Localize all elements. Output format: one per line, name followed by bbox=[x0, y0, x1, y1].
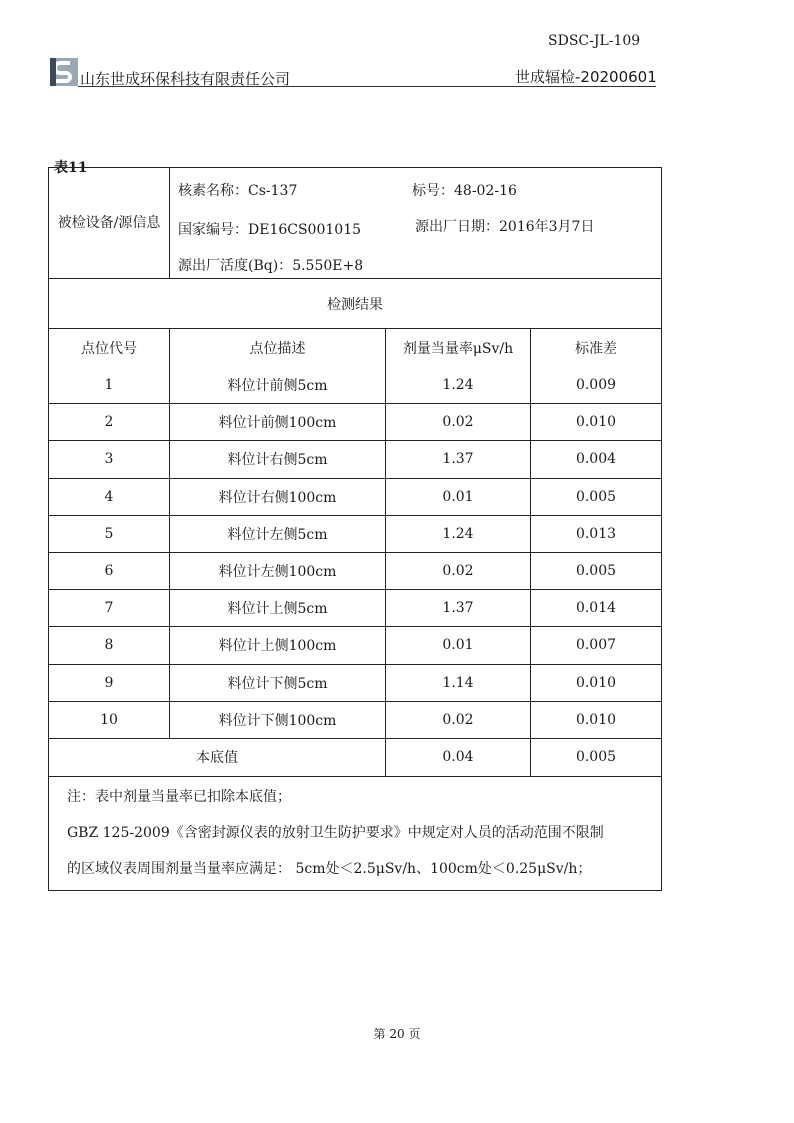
header-rule bbox=[78, 86, 656, 87]
source-info-body bbox=[169, 168, 661, 278]
point-id-cell: 2 bbox=[104, 414, 114, 431]
dose-rate-cell: 1.37 bbox=[385, 441, 530, 477]
point-id-cell: 8 bbox=[104, 637, 114, 654]
header-point-id: 点位代号 bbox=[81, 340, 137, 357]
data-rows bbox=[49, 366, 661, 738]
point-desc-cell: 料位计下侧5cm bbox=[169, 665, 385, 701]
point-desc-cell: 料位计前侧100cm bbox=[169, 404, 385, 440]
background-row bbox=[49, 738, 661, 776]
dose-rate-cell: 0.01 bbox=[385, 627, 530, 663]
national-number-field: 国家编号：DE16CS001015 bbox=[178, 222, 362, 238]
std-dev-cell: 0.013 bbox=[530, 516, 661, 552]
point-desc-cell: 料位计上侧100cm bbox=[169, 627, 385, 663]
point-id-cell: 9 bbox=[104, 674, 114, 691]
nuclide-field: 核素名称：Cs-137 bbox=[178, 183, 298, 199]
table-row bbox=[49, 589, 661, 626]
company-name: 山东世成环保科技有限责任公司 bbox=[80, 70, 291, 88]
point-id-cell: 4 bbox=[104, 488, 114, 505]
point-id-cell: 5 bbox=[104, 525, 114, 542]
point-id-cell: 7 bbox=[104, 600, 114, 617]
background-sd: 0.005 bbox=[530, 739, 661, 776]
point-desc-cell: 料位计左侧5cm bbox=[169, 516, 385, 552]
activity-field: 源出厂活度(Bq)：5.550E+8 bbox=[178, 258, 364, 274]
dose-rate-cell: 0.02 bbox=[385, 553, 530, 589]
point-desc-cell: 料位计前侧5cm bbox=[169, 366, 385, 403]
note-line-3: 的区域仪表周围剂量当量率应满足： 5cm处＜2.5μSv/h、100cm处＜0.25μSv/h； bbox=[67, 861, 592, 878]
company-logo bbox=[50, 58, 78, 86]
table-row bbox=[49, 515, 661, 552]
dose-rate-cell: 0.02 bbox=[385, 702, 530, 738]
std-dev-cell: 0.004 bbox=[530, 441, 661, 477]
point-desc-cell: 料位计右侧100cm bbox=[169, 479, 385, 515]
table-row bbox=[49, 701, 661, 738]
point-id-cell: 10 bbox=[100, 711, 118, 728]
std-dev-cell: 0.007 bbox=[530, 627, 661, 663]
results-title: 检测结果 bbox=[327, 296, 383, 313]
dose-rate-cell: 1.24 bbox=[385, 366, 530, 403]
source-info-row bbox=[49, 168, 661, 278]
std-dev-cell: 0.010 bbox=[530, 665, 661, 701]
point-id-cell: 3 bbox=[104, 451, 114, 468]
std-dev-cell: 0.005 bbox=[530, 479, 661, 515]
header-dose-rate: 剂量当量率μSv/h bbox=[385, 329, 530, 366]
document-code: SDSC-JL-109 bbox=[548, 33, 641, 49]
header-std-dev: 标准差 bbox=[530, 329, 661, 366]
factory-date-field: 源出厂日期：2016年3月7日 bbox=[415, 219, 595, 235]
note-line-1: 注：表中剂量当量率已扣除本底值； bbox=[67, 789, 291, 806]
table-row bbox=[49, 478, 661, 515]
point-desc-cell: 料位计上侧5cm bbox=[169, 590, 385, 626]
std-dev-cell: 0.010 bbox=[530, 702, 661, 738]
table-row bbox=[49, 440, 661, 477]
point-id-cell: 1 bbox=[104, 376, 114, 393]
point-desc-cell: 料位计左侧100cm bbox=[169, 553, 385, 589]
report-number: 世成辐检-20200601 bbox=[515, 68, 657, 86]
background-label: 本底值 bbox=[196, 750, 238, 767]
results-table bbox=[48, 167, 662, 891]
std-dev-cell: 0.009 bbox=[530, 366, 661, 403]
table-row bbox=[49, 403, 661, 440]
std-dev-cell: 0.010 bbox=[530, 404, 661, 440]
serial-field: 标号：48-02-16 bbox=[412, 183, 517, 199]
point-id-cell: 6 bbox=[104, 563, 114, 580]
dose-rate-cell: 1.24 bbox=[385, 516, 530, 552]
header-point-desc: 点位描述 bbox=[169, 329, 385, 366]
dose-rate-cell: 0.02 bbox=[385, 404, 530, 440]
table-row bbox=[49, 664, 661, 701]
point-desc-cell: 料位计右侧5cm bbox=[169, 441, 385, 477]
page-number: 第 20 页 bbox=[373, 1027, 421, 1041]
note-line-2: GBZ 125-2009《含密封源仪表的放射卫生防护要求》中规定对人员的活动范围不限制 bbox=[67, 825, 604, 842]
notes-block bbox=[49, 776, 661, 890]
std-dev-cell: 0.014 bbox=[530, 590, 661, 626]
dose-rate-cell: 1.14 bbox=[385, 665, 530, 701]
table-row bbox=[49, 366, 661, 403]
background-rate: 0.04 bbox=[385, 739, 530, 776]
table-label: 表11 bbox=[54, 160, 88, 176]
dose-rate-cell: 1.37 bbox=[385, 590, 530, 626]
table-row bbox=[49, 552, 661, 589]
source-info-label: 被检设备/源信息 bbox=[57, 215, 161, 231]
header-row bbox=[49, 328, 661, 366]
results-title-row bbox=[49, 278, 661, 328]
point-desc-cell: 料位计下侧100cm bbox=[169, 702, 385, 738]
dose-rate-cell: 0.01 bbox=[385, 479, 530, 515]
std-dev-cell: 0.005 bbox=[530, 553, 661, 589]
table-row bbox=[49, 626, 661, 663]
